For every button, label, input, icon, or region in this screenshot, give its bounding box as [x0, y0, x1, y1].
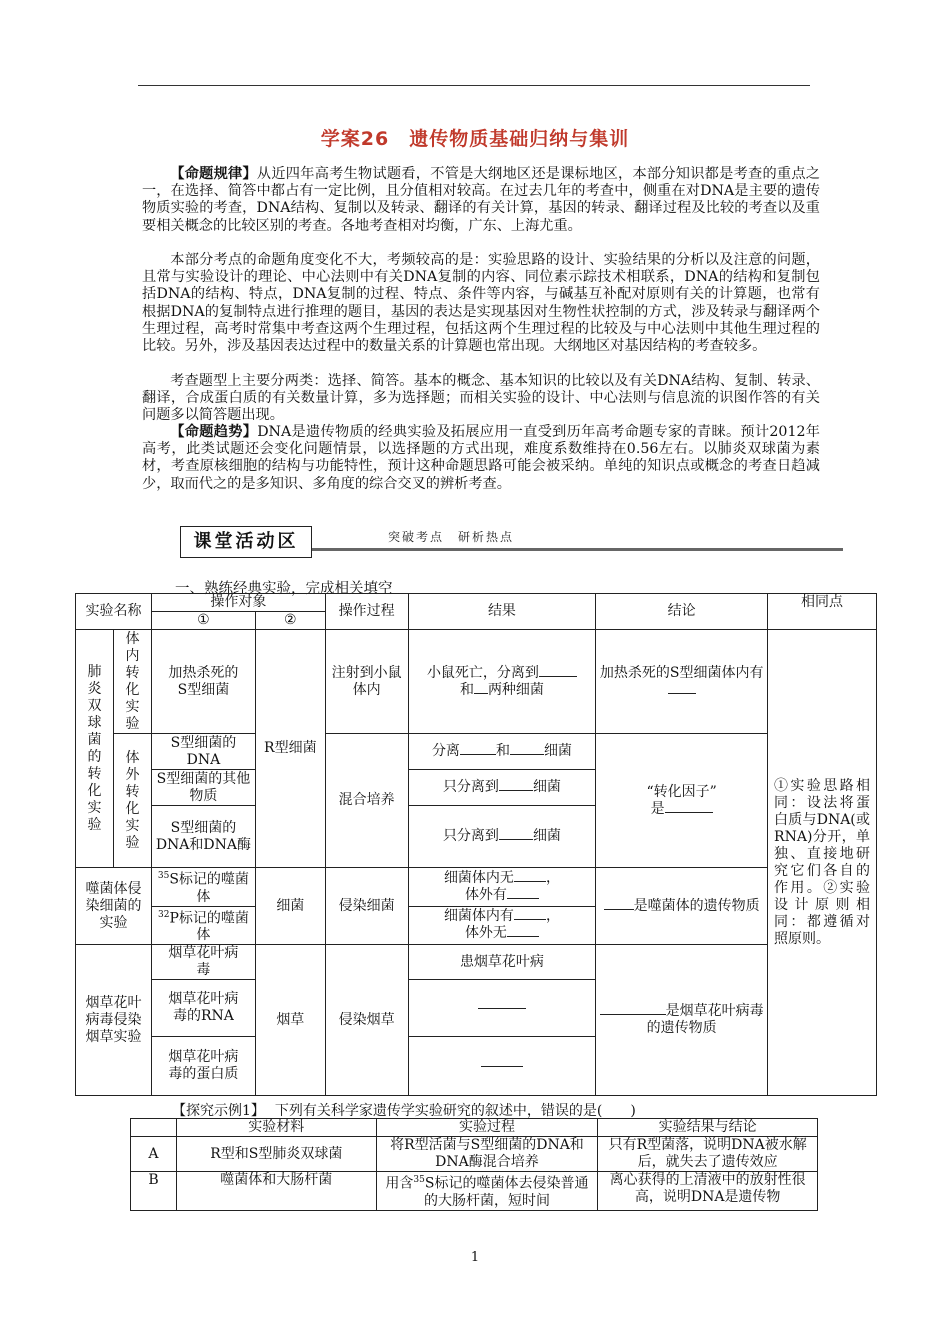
header-name: 实验名称: [76, 594, 152, 630]
exp3-process: 侵染烟草: [325, 945, 408, 1096]
header-conclusion: 结论: [596, 594, 768, 630]
header-object-1: ①: [151, 612, 255, 630]
experiment-table: [75, 593, 877, 1096]
banner-subtitle: 突破考点 研析热点: [388, 530, 515, 544]
intro-text-2: 本部分考点的命题角度变化不大，考频较高的是：实验思路的设计、实验结果的分析以及注意的问题，且常与实验设计的理论、中心法则中有关DNA复制的内容、同位素示踪技术相联系，DNA的结构和复制包括DNA的结构、特点，DNA复制的过程、特点、条件等内容，与碱基互补配对原则有关的计算题，也常有根据DNA的复制特点进行推理的题目，基因的表达是实现基因对生物性状控制的方式，涉及转录与翻译两个生理过程，高考时常集中考查这两个生理过程，包括这两个生理过程的比较及与中心法则中其他生理过程的比较。另外，涉及基因表达过程中的数量关系的计算题也常出现。大纲地区对基因结构的考查较多。: [142, 252, 820, 355]
exp2-process: 侵染细菌: [325, 868, 408, 945]
exp1b-object-1: S型细菌的DNA: [151, 734, 255, 770]
exp1b-result-2: 只分离到 细菌: [408, 770, 596, 806]
t2-row-a-process: 将R型活菌与S型细菌的DNA和DNA酶混合培养: [376, 1137, 598, 1172]
header-rule: [138, 85, 810, 86]
exp2-result-2: 细菌体内有 ， 体外无: [408, 906, 596, 945]
exp1a-name: 体内转化实验: [113, 630, 151, 734]
intro-text-4: DNA是遗传物质的经典实验及拓展应用一直受到历年高考命题专家的青睐。预计2012年高考，此类试题还会变化问题情景，以选择题的方式出现，难度系数维持在0.56左右。以肺炎双球菌为素材，考查原核细胞的结构与功能特性，预计这种命题思路可能会被采纳。单纯的知识点或概念的考查日趋减少，取而代之的是多知识、多角度的综合交叉的辨析考查。: [142, 424, 820, 492]
example-question: [172, 1100, 636, 1120]
exp3-objects: [151, 945, 255, 1096]
exp3-target: 烟草: [255, 945, 325, 1096]
exp3-results: [408, 945, 596, 1096]
t2-row-b-id: B: [131, 1172, 177, 1211]
t2-row-b-result: 离心获得的上清液中的放射性很高，说明DNA是遗传物: [598, 1172, 818, 1211]
exp1b-result-3: 只分离到 细菌: [408, 806, 596, 868]
exp1b-object-3: S型细菌的DNA和DNA酶: [151, 806, 255, 868]
intro-label-rule: 【命题规律】: [170, 166, 257, 182]
t2-header-material: 实验材料: [176, 1119, 376, 1137]
exp1a-conclusion: 加热杀死的S型细菌体内有: [596, 630, 768, 734]
exp3-result-1: 患烟草花叶病: [409, 945, 596, 980]
common-points: ①实验思路相同：设法将蛋白质与DNA(或RNA)分开，单独、直接地研究它们各自的作用。②实验设计原则相同：都遵循对照原则。: [768, 630, 877, 1096]
exp2-object-1: $^{35}$S标记的噬菌体: [151, 868, 255, 907]
banner-bar: [310, 548, 843, 551]
header-object-2: ②: [255, 612, 325, 630]
section-heading: 一、熟练经典实验，完成相关填空: [175, 581, 393, 597]
exp2-object-2: $^{32}$P标记的噬菌体: [151, 906, 255, 945]
t2-header-id: [131, 1119, 177, 1137]
header-object: 操作对象: [151, 594, 325, 612]
t2-row-b-material: 噬菌体和大肠杆菌: [176, 1172, 376, 1211]
exp1b-conclusion: “转化因子” 是: [596, 734, 768, 868]
intro-text-1: 从近四年高考生物试题看，不管是大纲地区还是课标地区，本部分知识都是考查的重点之一，在选择、简答中都占有一定比例，且分值相对较高。在过去几年的考查中，侧重在对DNA是主要的遗传物质实验的考查，DNA结构、复制以及转录、翻译的有关计算，基因的转录、翻译过程及比较的考查以及重要相关概念的比较区别的考查。各地考查相对均衡，广东、上海尤重。: [142, 166, 820, 234]
exp1-object2: R型细菌: [255, 630, 325, 868]
exp2-conclusion: 是噬菌体的遗传物质: [596, 868, 768, 945]
intro-label-trend: 【命题趋势】: [170, 424, 258, 440]
exp1b-object-2: S型细菌的其他物质: [151, 770, 255, 806]
t2-header-process: 实验过程: [376, 1119, 598, 1137]
exp1b-process: 混合培养: [325, 734, 408, 868]
header-result: 结果: [408, 594, 596, 630]
example-table: [130, 1118, 818, 1211]
exp2-result-1: 细菌体内无 ， 体外有: [408, 868, 596, 907]
exp3-result-3: [409, 1037, 596, 1095]
intro-text-3: 考查题型上主要分两类：选择、简答。基本的概念、基本知识的比较以及有关DNA结构、复制、转录、翻译，合成蛋白质的有关数量计算，多为选择题；而相关实验的设计、中心法则与信息流的识图作答的有关问题多以简答题出现。: [142, 373, 820, 424]
t2-header-result: 实验结果与结论: [598, 1119, 818, 1137]
page-number: 1: [470, 1250, 480, 1265]
t2-row-a-material: R型和S型肺炎双球菌: [176, 1137, 376, 1172]
exp3-object-2: 烟草花叶病毒的RNA: [152, 980, 255, 1037]
header-common: 相同点: [768, 594, 877, 630]
intro-paragraph-2: [142, 252, 820, 355]
exp1b-name: 体外转化实验: [113, 734, 151, 868]
exp2-target: 细菌: [255, 868, 325, 945]
t2-row-a-result: 只有R型菌落，说明DNA被水解后，就失去了遗传效应: [598, 1137, 818, 1172]
banner-title: 课堂活动区: [180, 526, 312, 558]
intro-paragraph-4: [142, 424, 820, 493]
exp2-name: 噬菌体侵染细菌的实验: [76, 868, 152, 945]
exp1a-process: 注射到小鼠体内: [325, 630, 408, 734]
intro-paragraph-1: [142, 166, 820, 235]
example-label: 【探究示例1】: [172, 1103, 265, 1119]
intro-paragraph-3: [142, 373, 820, 425]
t2-row-a-id: A: [131, 1137, 177, 1172]
exp3-object-3: 烟草花叶病毒的蛋白质: [168, 1049, 239, 1083]
exp1b-result-1: 分离 和 细菌: [408, 734, 596, 770]
exp3-conclusion: 是烟草花叶病毒的遗传物质: [596, 945, 768, 1096]
page-title: 学案26 遗传物质基础归纳与集训: [320, 128, 630, 150]
exp1-name: 肺炎双球菌的转化实验: [76, 630, 114, 868]
exp3-object-1: 烟草花叶病毒: [152, 945, 255, 980]
header-process: 操作过程: [325, 594, 408, 630]
exp1a-result: 小鼠死亡，分离到 和 两种细菌: [408, 630, 596, 734]
t2-row-b-process: 用含$^{35}$S标记的噬菌体去侵染普通的大肠杆菌，短时间: [376, 1172, 598, 1211]
exp3-result-2: [409, 980, 596, 1037]
exp3-name: 烟草花叶病毒侵染烟草实验: [76, 945, 152, 1096]
example-text: 下列有关科学家遗传学实验研究的叙述中，错误的是( ): [274, 1103, 636, 1119]
exp1a-object: 加热杀死的S型细菌: [151, 630, 255, 734]
